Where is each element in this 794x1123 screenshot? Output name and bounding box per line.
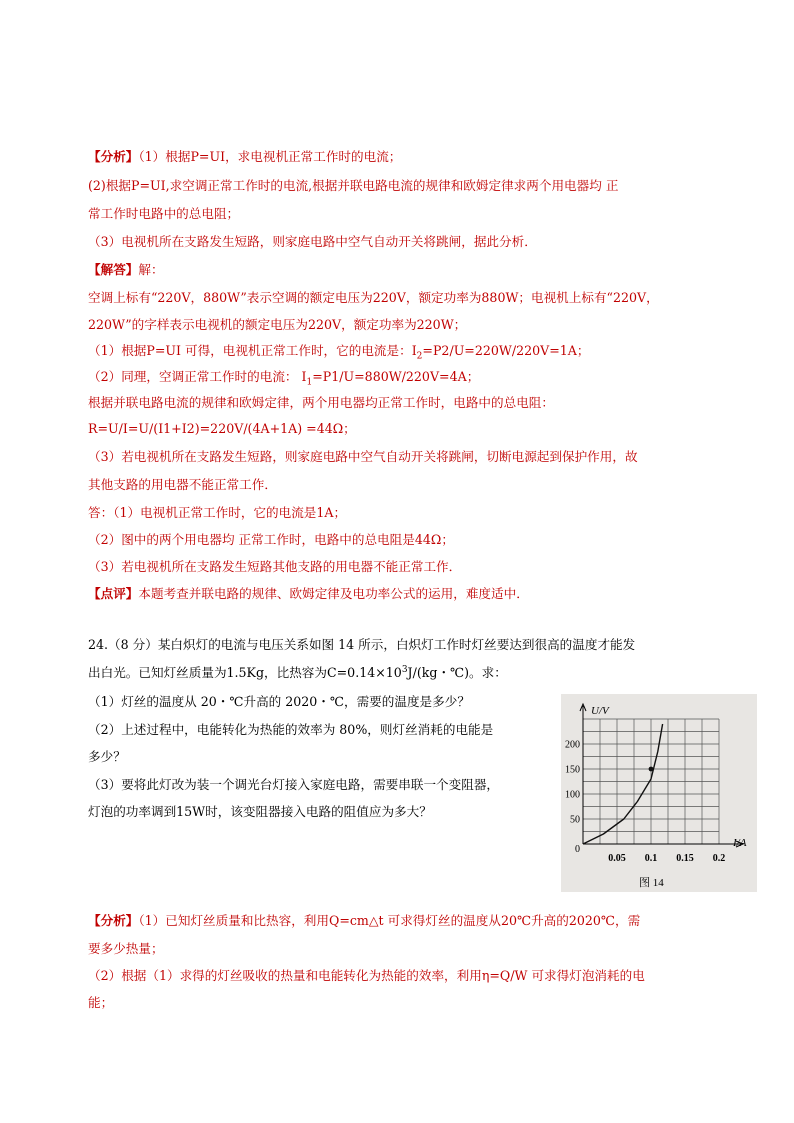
marked-point [649, 767, 654, 772]
figure-14 [561, 694, 757, 892]
analysis-line-3: （3）电视机所在支路发生短路，则家庭电路中空气自动开关将跳闸，据此分析． [88, 234, 537, 249]
x-tick-label: 0.15 [676, 853, 694, 864]
analysis-tag: 【分析】 [88, 149, 139, 164]
solution-line-d: （2）同理，空调正常工作时的电流： $I_1=P1/U=880W/220V=4A$； [88, 369, 480, 388]
question-24-q3b: 灯泡的功率调到15W时，该变阻器接入电路的阻值应为多大？ [88, 804, 432, 819]
chart-ticks [565, 740, 725, 865]
x-tick-label: 0.05 [608, 853, 626, 864]
solution-line-e: 根据并联电路电流的规律和欧姆定律，两个用电器均正常工作时，电路中的总电阻： [88, 395, 554, 410]
solution-line-g: （3）若电视机所在支路发生短路，则家庭电路中空气自动开关将跳闸，切断电源起到保护作用，故 [88, 449, 638, 464]
question-24-q2a: （2）上述过程中，电能转化为热能的效率为 80%，则灯丝消耗的电能是 [88, 722, 494, 737]
solution-line-h: 其他支路的用电器不能正常工作． [88, 477, 277, 492]
solution-heading: 【解答】解： [88, 262, 164, 277]
analysis-line-1: 【分析】（1）根据P=UI，求电视机正常工作时的电流； [88, 149, 402, 164]
solution-tag: 【解答】 [88, 262, 139, 277]
x-axis-label: I/A [733, 837, 747, 849]
solution-line-a: 空调上标有“220V，880W”表示空调的额定电压为220V，额定功率为880W；电视机上标有“220V， [88, 290, 659, 305]
y-tick-label: 200 [565, 739, 580, 751]
figure-caption: 图 14 [639, 877, 664, 889]
y-tick-label: 100 [565, 789, 580, 801]
x-tick-label: 0.2 [712, 853, 726, 864]
comment-line: 【点评】本题考查并联电路的规律、欧姆定律及电功率公式的运用，难度适中． [88, 586, 529, 601]
analysis2-line-2: （2）根据（1）求得的灯丝吸收的热量和电能转化为热能的效率，利用η=Q/W 可求得灯泡消耗的电 [88, 968, 645, 983]
analysis-line-2: (2)根据P=UI,求空调正常工作时的电流,根据并联电路电流的规律和欧姆定律求两个用电器均 正 [88, 178, 619, 193]
solution-line-b: 220W”的字样表示电视机的额定电压为220V，额定功率为220W； [88, 317, 467, 332]
origin-label: 0 [575, 844, 580, 855]
solution-line-f: R=U/I=U/(I1+I2)=220V/(4A+1A) =44Ω； [88, 421, 356, 436]
question-24-q3a: （3）要将此灯改为装一个调光台灯接入家庭电路，需要串联一个变阻器， [88, 777, 500, 792]
chart-grid [583, 719, 719, 844]
comment-tag: 【点评】 [88, 586, 139, 601]
y-tick-label: 50 [570, 814, 580, 826]
solution-line-c: （1）根据P=UI 可得，电视机正常工作时，它的电流是：$I_2=P2/U=220W/220V=1A$； [88, 343, 590, 362]
analysis2-tag: 【分析】 [88, 913, 139, 928]
analysis-line-2b: 常工作时电路中的总电阻； [88, 206, 240, 221]
u-i-chart [561, 694, 757, 892]
question-24-line-2: 出白光。已知灯丝质量为1.5Kg，比热容为$C=0.14\times 10^3J/(kg$・℃)。求： [88, 664, 507, 680]
question-24-q1: （1）灯丝的温度从 20・℃升高的 2020・℃，需要的温度是多少？ [88, 694, 470, 709]
answer-line-2: （2）图中的两个用电器均 正常工作时，电路中的总电阻是44Ω； [88, 532, 454, 547]
answer-line-3: （3）若电视机所在支路发生短路其他支路的用电器不能正常工作． [88, 559, 462, 574]
chart-axes [580, 704, 743, 847]
analysis2-line-2b: 能； [88, 995, 114, 1010]
y-axis-label: U/V [591, 705, 609, 717]
analysis2-line-1b: 要多少热量； [88, 941, 164, 956]
question-24-q2b: 多少？ [88, 749, 126, 764]
y-tick-label: 150 [565, 764, 580, 776]
question-24-line-1: 24.（8 分）某白炽灯的电流与电压关系如图 14 所示，白炽灯工作时灯丝要达到很高的温度才能发 [88, 637, 636, 652]
x-tick-label: 0.1 [644, 853, 658, 864]
answer-line-1: 答：（1）电视机正常工作时，它的电流是1A； [88, 505, 347, 520]
analysis2-line-1: 【分析】（1）已知灯丝质量和比热容，利用Q=cm△t 可求得灯丝的温度从20℃升高的2020℃，需 [88, 913, 641, 928]
